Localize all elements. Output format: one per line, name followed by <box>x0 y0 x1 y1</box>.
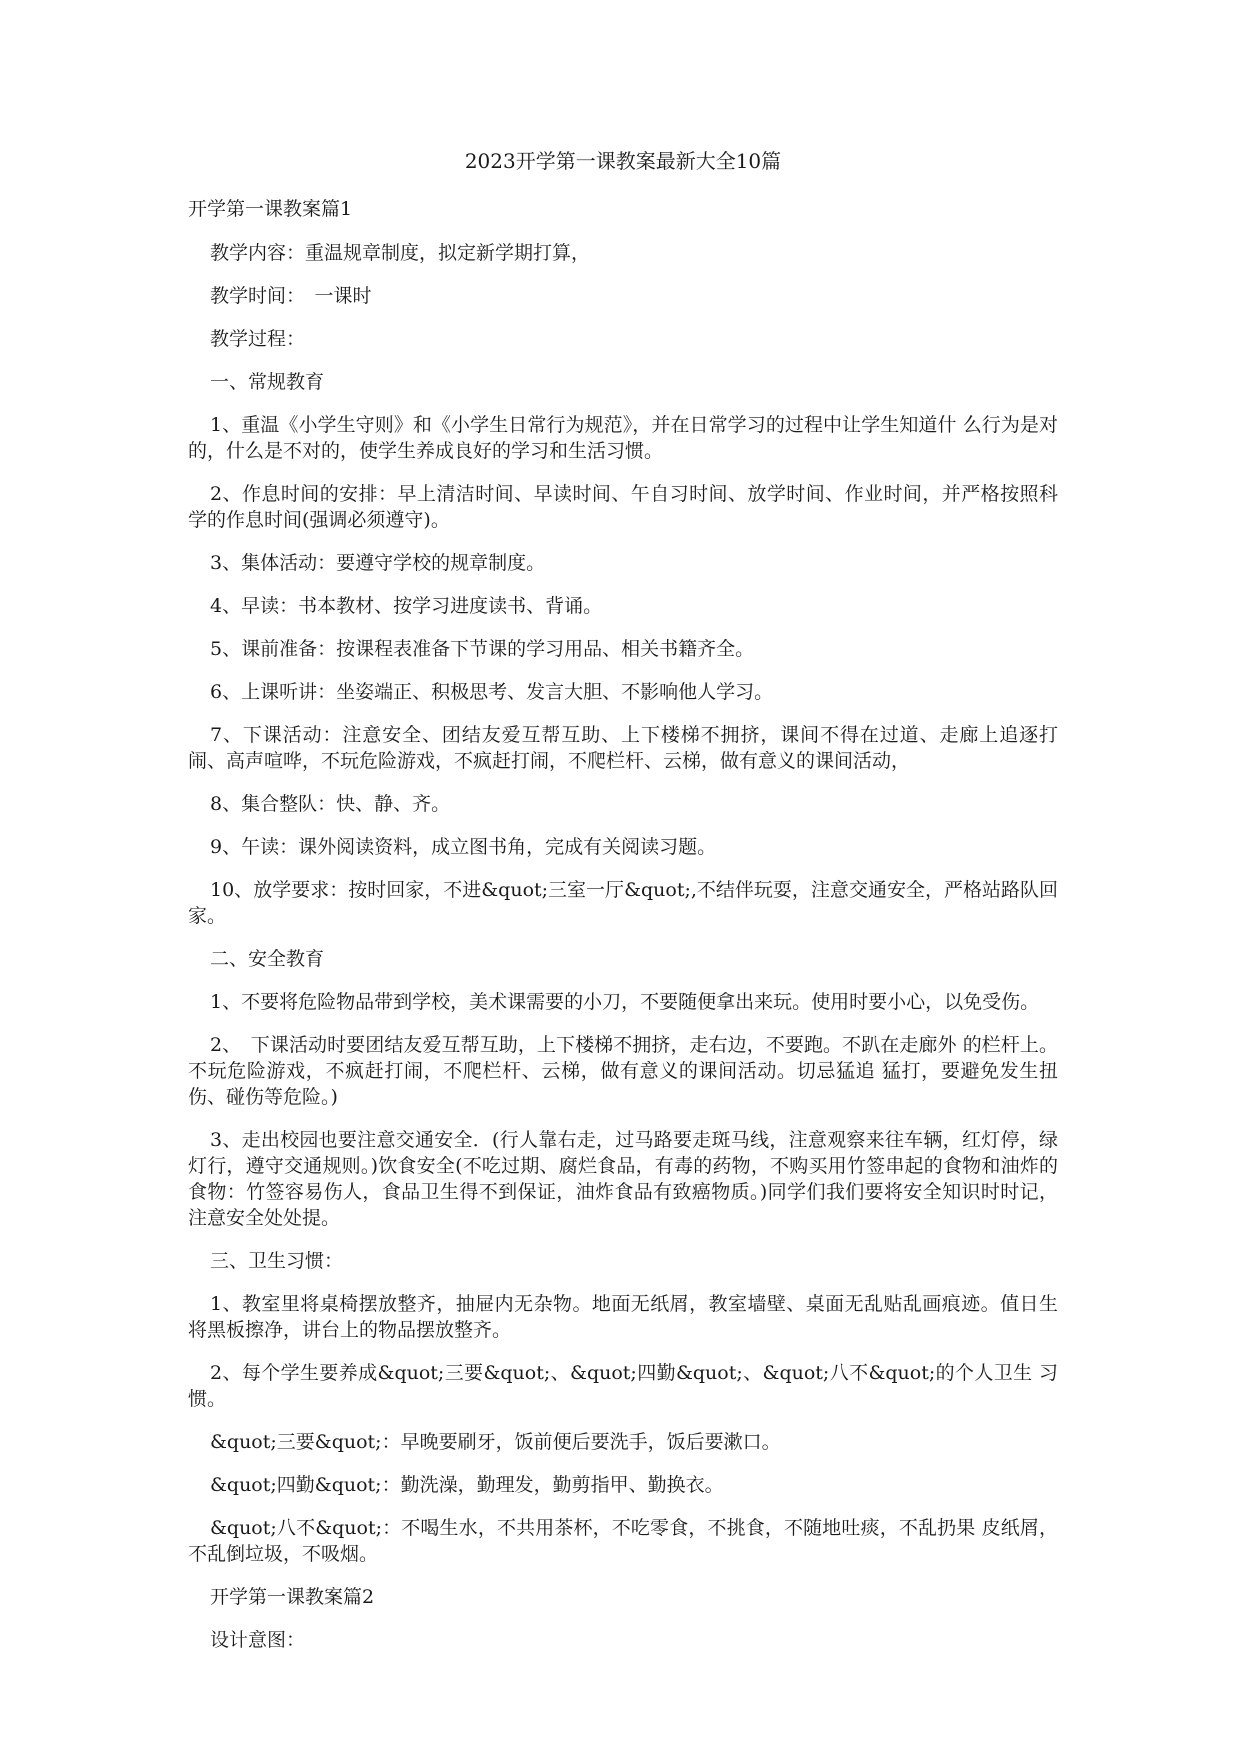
paragraph: 3、走出校园也要注意交通安全．(行人靠右走，过马路要走斑马线，注意观察来往车辆，红灯停，绿灯行，遵守交通规则。)饮食安全(不吃过期、腐烂食品，有毒的药物，不购买用竹签串起的食物和油炸的食物：竹签容易伤人，食品卫生得不到保证，油炸食品有致癌物质。)同学们我们要将安全知识时时记，注意安全处处提。 <box>188 1129 1058 1229</box>
paragraph: 设计意图： <box>210 1629 306 1651</box>
paragraph: 1、重温《小学生守则》和《小学生日常行为规范》，并在日常学习的过程中让学生知道什 么行为是对的，什么是不对的，使学生养成良好的学习和生活习惯。 <box>188 414 1058 462</box>
paragraph: 2、每个学生要养成&quot;三要&quot;、&quot;四勤&quot;、&quot;八不&quot;的个人卫生 习惯。 <box>188 1362 1058 1410</box>
paragraph: 1、教室里将桌椅摆放整齐，抽屉内无杂物。地面无纸屑，教室墙壁、桌面无乱贴乱画痕迹。值日生将黑板擦净，讲台上的物品摆放整齐。 <box>188 1293 1058 1341</box>
section-heading-1: 开学第一课教案篇1 <box>188 198 353 220</box>
paragraph: 10、放学要求：按时回家，不进&quot;三室一厅&quot;,不结伴玩耍，注意交通安全，严格站路队回家。 <box>188 879 1058 927</box>
paragraph: 一、常规教育 <box>210 371 325 393</box>
paragraph: 二、安全教育 <box>210 948 325 970</box>
paragraph: &quot;三要&quot;：早晚要刷牙，饭前便后要洗手，饭后要漱口。 <box>210 1431 781 1453</box>
paragraph: 三、卫生习惯： <box>210 1250 344 1272</box>
paragraph: 6、上课听讲：坐姿端正、积极思考、发言大胆、不影响他人学习。 <box>210 681 774 703</box>
paragraph: 3、集体活动：要遵守学校的规章制度。 <box>210 552 546 574</box>
paragraph: 2、作息时间的安排：早上清洁时间、早读时间、午自习时间、放学时间、作业时间，并严格按照科学的作息时间(强调必须遵守)。 <box>188 483 1058 531</box>
paragraph: 教学内容：重温规章制度，拟定新学期打算， <box>210 242 591 264</box>
document-page <box>188 148 1058 1670</box>
paragraph: &quot;四勤&quot;：勤洗澡，勤理发，勤剪指甲、勤换衣。 <box>210 1474 724 1496</box>
paragraph: 7、下课活动：注意安全、团结友爱互帮互助、上下楼梯不拥挤，课间不得在过道、走廊上追逐打闹、高声喧哗，不玩危险游戏，不疯赶打闹，不爬栏杆、云梯，做有意义的课间活动， <box>188 724 1058 772</box>
paragraph: 1、不要将危险物品带到学校，美术课需要的小刀，不要随便拿出来玩。使用时要小心，以免受伤。 <box>210 991 1040 1013</box>
section-heading-2: 开学第一课教案篇2 <box>210 1586 375 1608</box>
paragraph: 教学过程： <box>210 328 306 350</box>
paragraph: 9、午读：课外阅读资料，成立图书角，完成有关阅读习题。 <box>210 836 717 858</box>
document-title: 2023开学第一课教案最新大全10篇 <box>464 149 782 173</box>
paragraph: 5、课前准备：按课程表准备下节课的学习用品、相关书籍齐全。 <box>210 638 755 660</box>
paragraph: 教学时间： 一课时 <box>210 285 372 307</box>
paragraph: 8、集合整队：快、静、齐。 <box>210 793 451 815</box>
paragraph: 4、早读：书本教材、按学习进度读书、背诵。 <box>210 595 603 617</box>
paragraph: &quot;八不&quot;：不喝生水，不共用茶杯，不吃零食，不挑食，不随地吐痰，不乱扔果 皮纸屑，不乱倒垃圾，不吸烟。 <box>188 1517 1058 1565</box>
paragraph: 2、 下课活动时要团结友爱互帮互助，上下楼梯不拥挤，走右边，不要跑。不趴在走廊外 的栏杆上。不玩危险游戏，不疯赶打闹，不爬栏杆、云梯，做有意义的课间活动。切忌猛追 猛打，要避免发生扭伤、碰伤等危险。) <box>188 1034 1058 1108</box>
